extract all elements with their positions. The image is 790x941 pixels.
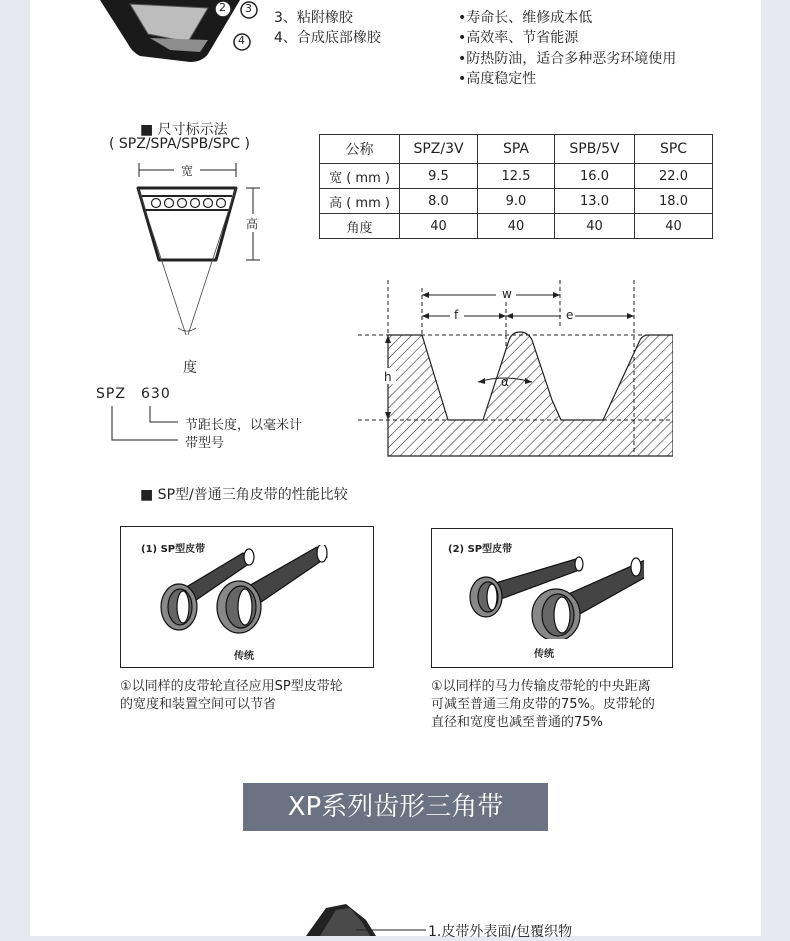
spec-table: [319, 134, 713, 239]
table-row: [320, 214, 713, 239]
product-detail-page: [30, 0, 761, 940]
width-label: 宽: [181, 164, 194, 178]
table-header-cell: 公称: [320, 135, 400, 164]
table-row: [320, 189, 713, 214]
belt-layer-diagram: [90, 0, 290, 66]
table-cell: 40: [478, 214, 555, 239]
layer-number-4: 4: [238, 34, 245, 47]
sp-belt-illustration: [157, 545, 337, 635]
table-cell: 40: [635, 214, 713, 239]
box1-note: 的宽度和装置空间可以节省: [120, 697, 277, 712]
v-belt-dimension-diagram: [126, 160, 276, 355]
belt-code-length: 630: [141, 386, 171, 402]
box2-note: 可减至普通三角皮带的75%。皮带轮的: [431, 697, 655, 712]
pulley-groove-diagram: [328, 280, 673, 460]
table-cell: 高 ( mm ): [320, 189, 400, 214]
table-cell: 22.0: [635, 164, 713, 189]
comparison-box-2: [431, 528, 673, 668]
table-header-cell: SPB/5V: [555, 135, 635, 164]
box2-title: (2) SP型皮带: [448, 544, 513, 555]
belt-code-model: SPZ: [96, 386, 126, 402]
belt-type-note: 带型号: [185, 436, 225, 451]
table-cell: 角度: [320, 214, 400, 239]
sp-belt-comparison-illustration: [464, 549, 644, 639]
layer-item-4: 4、合成底部橡胶: [274, 30, 381, 46]
dimension-subheading: ( SPZ/SPA/SPB/SPC ): [109, 136, 250, 152]
box1-title: (1) SP型皮带: [141, 544, 206, 555]
feature-item: •高效率、节省能源: [458, 30, 579, 46]
box1-note: ①以同样的皮带轮直径应用SP型皮带轮: [120, 679, 343, 694]
section-banner: XP系列齿形三角带: [243, 783, 548, 831]
table-cell: 9.5: [400, 164, 478, 189]
layer-number-3: 3: [245, 2, 252, 15]
xp-layer-item-1: 1.皮带外表面/包覆织物: [428, 924, 573, 940]
table-cell: 16.0: [555, 164, 635, 189]
groove-f-label: f: [454, 308, 459, 322]
table-cell: 9.0: [478, 189, 555, 214]
xp-belt-cross-section: [286, 900, 436, 936]
table-header-row: [320, 135, 713, 164]
groove-e-label: e: [566, 308, 574, 322]
belt-code-leaders: [90, 400, 190, 450]
box2-caption: 传统: [534, 649, 554, 660]
table-header-cell: SPC: [635, 135, 713, 164]
height-label: 高: [246, 217, 259, 231]
comparison-heading: ■ SP型/普通三角皮带的性能比较: [140, 487, 348, 503]
angle-label: 度: [183, 360, 197, 376]
box1-caption: 传统: [234, 651, 254, 662]
table-row: [320, 164, 713, 189]
box2-note: ①以同样的马力传输皮带轮的中央距离: [431, 679, 651, 694]
feature-item: •高度稳定性: [458, 71, 537, 87]
table-header-cell: SPZ/3V: [400, 135, 478, 164]
layer-number-2: 2: [219, 1, 226, 14]
groove-alpha-label: α: [501, 375, 509, 389]
table-cell: 宽 ( mm ): [320, 164, 400, 189]
table-cell: 40: [400, 214, 478, 239]
groove-h-label: h: [384, 370, 392, 384]
table-cell: 12.5: [478, 164, 555, 189]
table-cell: 18.0: [635, 189, 713, 214]
table-cell: 40: [555, 214, 635, 239]
pitch-length-note: 节距长度，以毫米计: [185, 418, 303, 433]
box2-note: 直径和宽度也减至普通的75%: [431, 715, 603, 730]
table-cell: 8.0: [400, 189, 478, 214]
feature-item: •防热防油，适合多种恶劣环境使用: [458, 51, 677, 67]
table-header-cell: SPA: [478, 135, 555, 164]
feature-item: •寿命长、维修成本低: [458, 10, 593, 26]
dimension-heading: ■ 尺寸标示法: [140, 122, 228, 138]
comparison-box-1: [120, 526, 374, 668]
table-cell: 13.0: [555, 189, 635, 214]
layer-item-3: 3、粘附橡胶: [274, 10, 353, 26]
groove-w-label: w: [502, 287, 512, 301]
